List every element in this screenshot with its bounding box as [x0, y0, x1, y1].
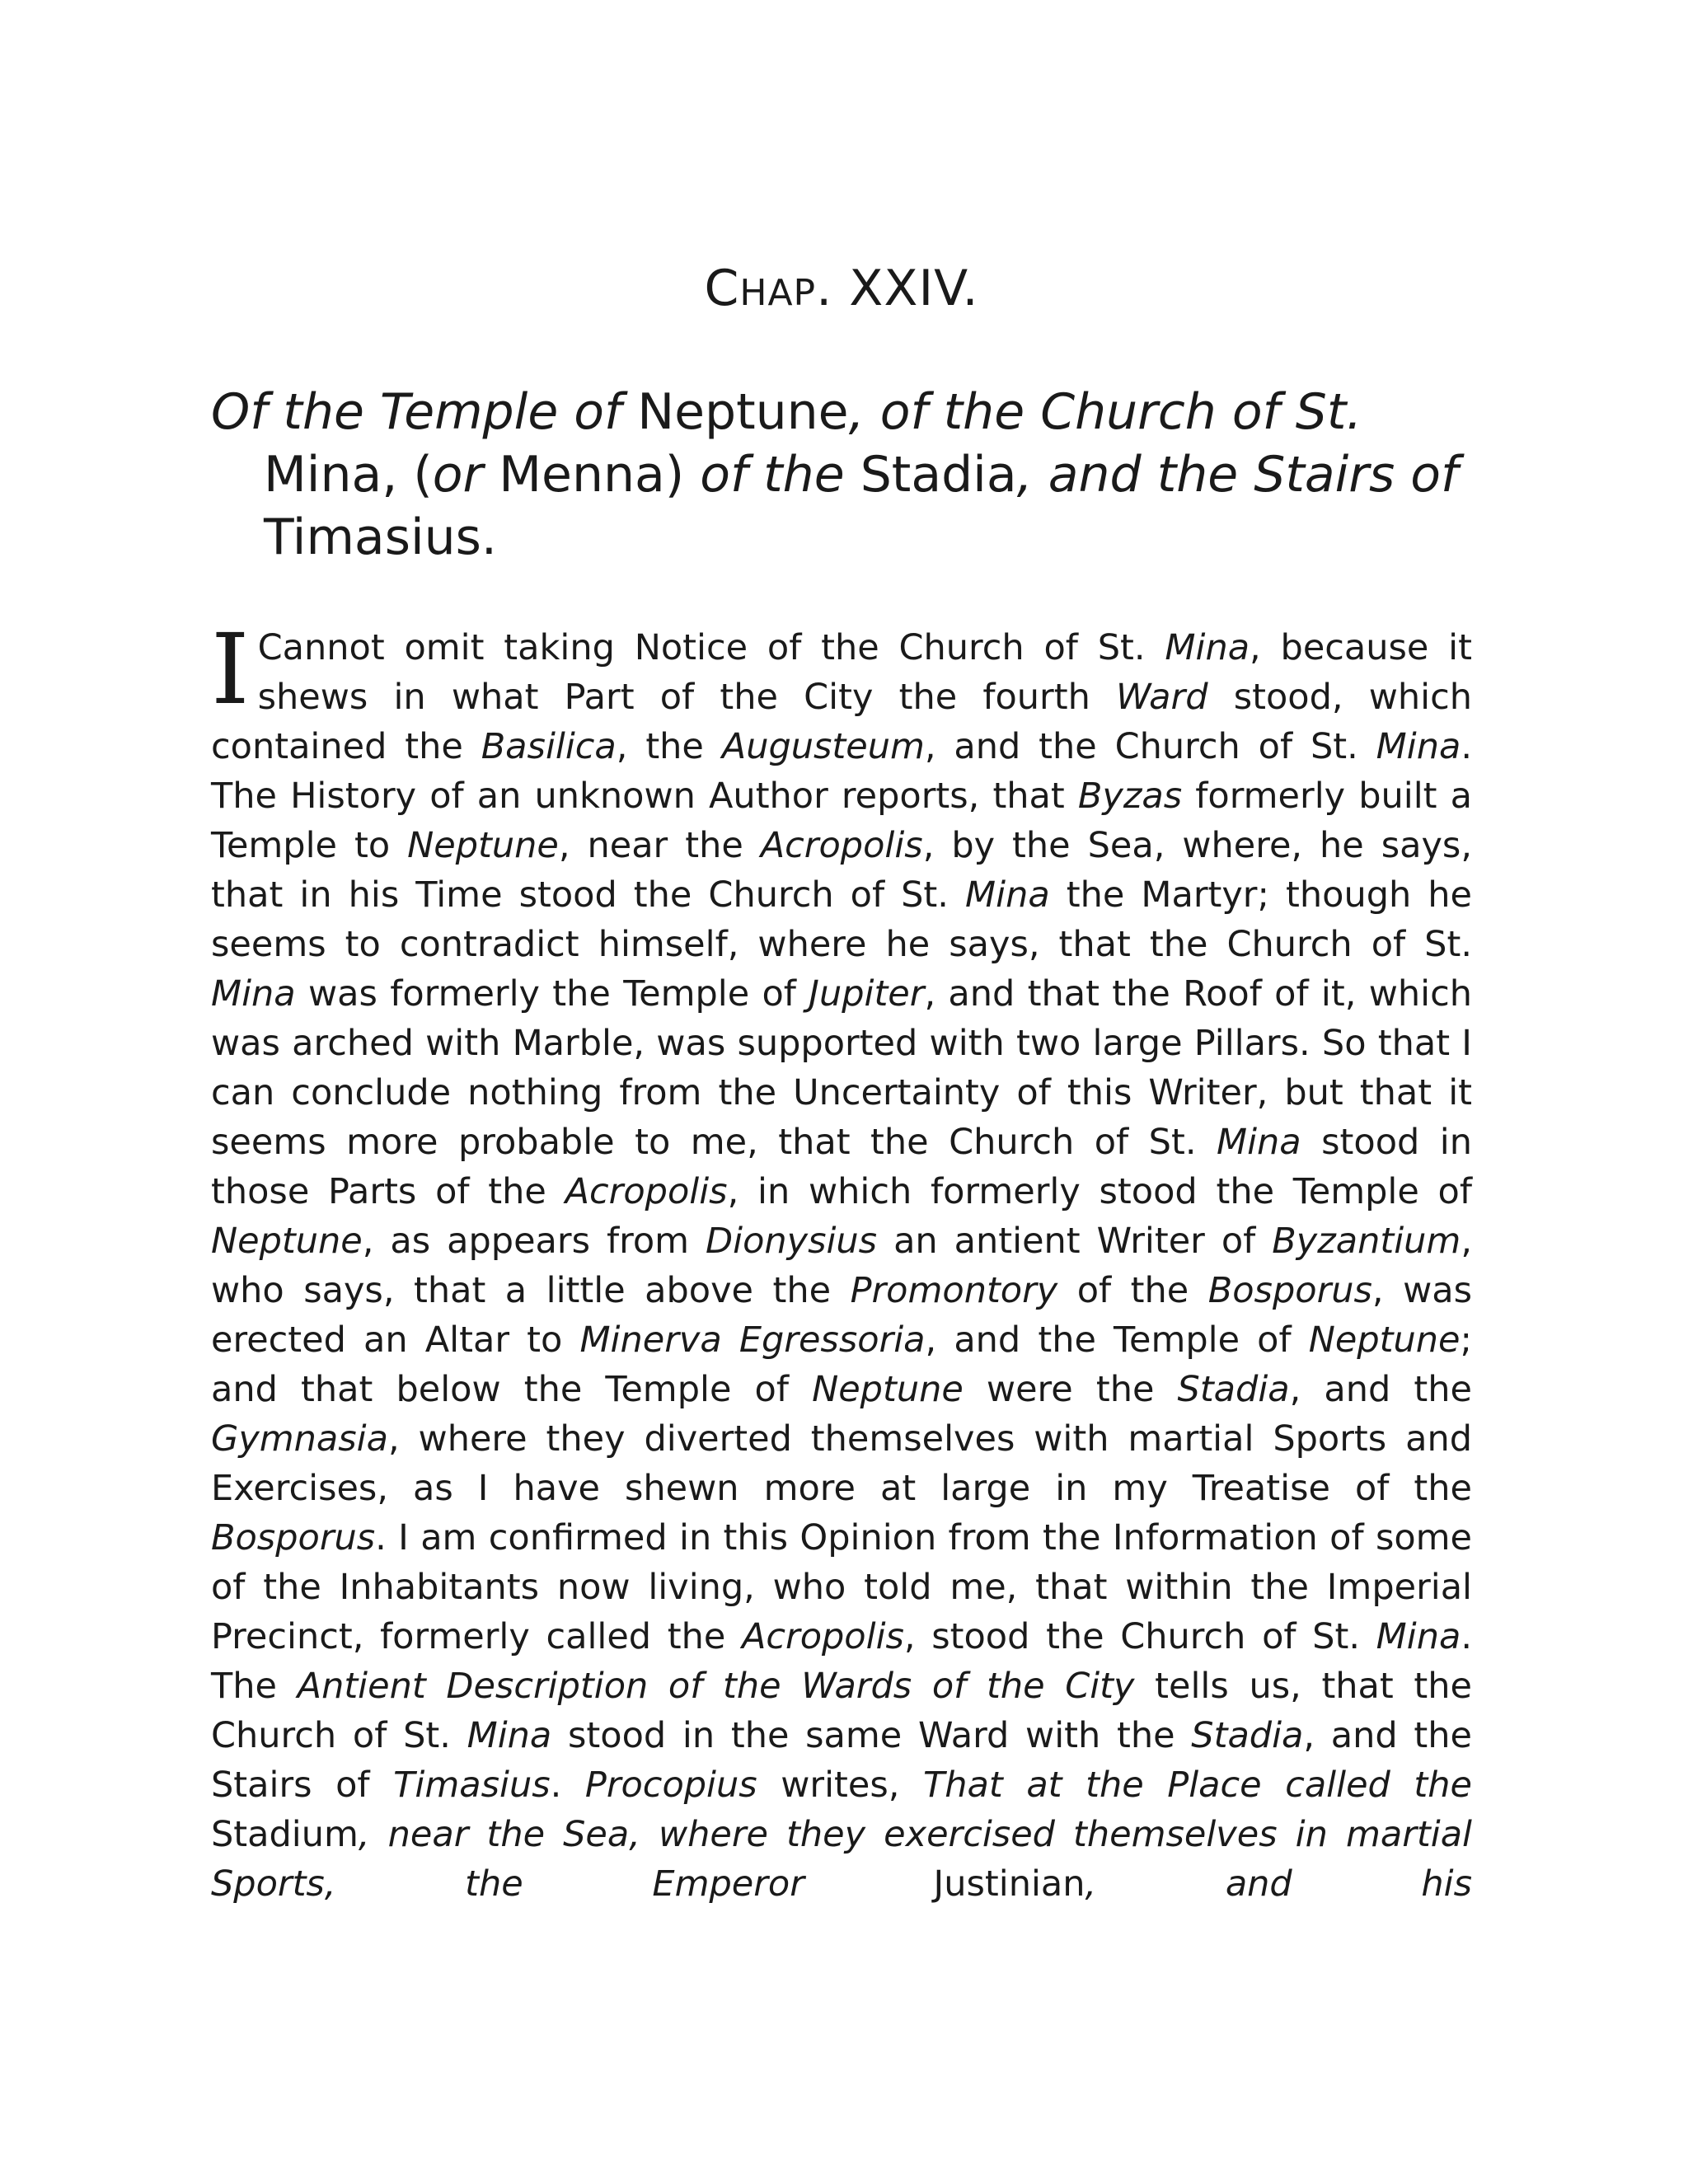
text-run-italic: Stadia — [1177, 1369, 1290, 1410]
title-part: , of the Church of St. — [848, 383, 1362, 441]
text-run-italic: Neptune — [211, 1221, 363, 1262]
text-run: writes, — [757, 1765, 924, 1806]
chapter-heading — [211, 259, 1472, 323]
title-part: Menna) — [483, 446, 701, 504]
chapter-title — [211, 381, 1472, 569]
text-run-italic: Dionysius — [706, 1221, 878, 1262]
text-run: , near the — [558, 825, 761, 866]
text-run-italic: Acropolis — [565, 1171, 728, 1212]
text-run-italic: Mina — [211, 973, 296, 1015]
title-part: of the — [700, 446, 860, 504]
text-run-italic: Neptune — [812, 1369, 964, 1410]
text-run: , where they diverted themselves with martial Sports and Exercises, as I have shewn more at large in my Treatise of the — [211, 1418, 1472, 1509]
text-run: , stood the Church of St. — [903, 1616, 1376, 1657]
text-run: stood in those Parts of the — [211, 1122, 1472, 1212]
text-run-italic: That at the Place called the — [923, 1765, 1472, 1806]
title-part: Neptune — [637, 383, 849, 441]
text-run: stood in the same Ward with the — [551, 1715, 1192, 1756]
text-run: Stadium — [211, 1814, 359, 1855]
text-run: . The History of an unknown Author reports, that — [211, 726, 1472, 817]
text-run-italic: Mina — [1165, 627, 1250, 668]
paragraph — [211, 612, 1473, 1909]
text-run-italic: Procopius — [584, 1765, 757, 1806]
drop-cap: I — [211, 612, 250, 726]
title-part: Mina — [264, 446, 382, 504]
text-run: the Martyr; though he seems to contradict himself, where he says, that the Church of St. — [211, 874, 1473, 965]
text-run-italic: Antient Description of the Wards of the City — [297, 1666, 1135, 1707]
title-part: , and the Stairs of — [1016, 446, 1459, 504]
text-run: , and that the Roof of it, which was arched with Marble, was supported with two large Pillars. So that I can conclude nothing from the Uncertainty of this Writer, but that it seems more probable to me, that the Church of St. — [211, 973, 1472, 1163]
title-part: Timasius — [264, 509, 481, 566]
text-run-italic: Promontory — [850, 1270, 1058, 1311]
text-run-italic: Bosporus — [211, 1517, 376, 1558]
title-part: Of the Temple of — [211, 383, 638, 441]
text-run: , who says, that a little above the — [211, 1221, 1472, 1311]
text-run-italic: Jupiter — [809, 973, 925, 1015]
text-run: , in which formerly stood the Temple of — [727, 1171, 1472, 1212]
text-run: tells us, that the Church of St. — [211, 1666, 1473, 1756]
text-run-italic: Byzas — [1077, 776, 1183, 817]
text-run-italic: Acropolis — [760, 825, 923, 866]
text-run: stood, which contained the — [211, 677, 1472, 767]
body-text — [211, 612, 1473, 1909]
text-run: Justinian — [933, 1863, 1085, 1905]
text-run: were the — [963, 1369, 1178, 1410]
text-run: , by the Sea, where, he says, that in his Time stood the Church of St. — [211, 825, 1472, 916]
title-part: . — [481, 509, 497, 566]
chapter-small-caps: HAP — [739, 272, 817, 314]
text-run-italic: Neptune — [1308, 1319, 1461, 1361]
text-run-italic: Byzantium — [1272, 1221, 1461, 1262]
text-run: . — [550, 1765, 585, 1806]
text-run-italic: Mina — [1217, 1122, 1301, 1163]
text-run-italic: Stadia — [1191, 1715, 1304, 1756]
text-run-italic: Mina — [965, 874, 1050, 916]
text-run: of the — [1057, 1270, 1208, 1311]
text-run-italic: Mina — [1376, 726, 1461, 767]
text-run-italic: Mina — [467, 1715, 552, 1756]
text-run: was formerly the Temple of — [295, 973, 809, 1015]
chapter-first-letter: C — [704, 260, 740, 317]
text-run: Cannot omit taking Notice of the Church of St. — [257, 627, 1165, 668]
text-run-italic: Acropolis — [741, 1616, 904, 1657]
text-run: , the — [616, 726, 722, 767]
text-run-italic: Minerva Egressoria — [579, 1319, 926, 1361]
text-run-italic: Timasius — [393, 1765, 551, 1806]
text-run: , was erected an Altar to — [211, 1270, 1472, 1361]
text-run: , and the Church of St. — [924, 726, 1376, 767]
text-run: , because it shews in what Part of the City the fourth — [257, 627, 1472, 718]
text-run-italic: Mina — [1376, 1616, 1461, 1657]
chapter-number: . XXIV. — [816, 260, 979, 317]
text-run: , and the Stairs of — [211, 1715, 1473, 1806]
title-part: Stadia — [860, 446, 1017, 504]
text-run: formerly built a Temple to — [211, 776, 1472, 866]
text-run: , and the — [1289, 1369, 1472, 1410]
text-run-italic: , and his — [1085, 1863, 1472, 1905]
text-run-italic: , near the Sea, where they exercised themselves in martial Sports, the Emperor — [211, 1814, 1472, 1905]
text-run: , as appears from — [362, 1221, 706, 1262]
text-run: ; and that below the Temple of — [211, 1319, 1473, 1410]
text-run: . I am confirmed in this Opinion from the Information of some of the Inhabitants now living, who told me, that within the Imperial Precinct, formerly called the — [211, 1517, 1472, 1657]
text-run-italic: Augusteum — [721, 726, 925, 767]
title-part: or — [432, 446, 484, 504]
text-run-italic: Gymnasia — [211, 1418, 388, 1460]
text-run: , and the Temple of — [925, 1319, 1309, 1361]
text-run: . The — [211, 1616, 1472, 1707]
title-part: , ( — [382, 446, 433, 504]
text-run-italic: Neptune — [407, 825, 559, 866]
text-run-italic: Basilica — [481, 726, 617, 767]
text-run: an antient Writer of — [877, 1221, 1273, 1262]
text-run-italic: Bosporus — [1207, 1270, 1372, 1311]
text-run-italic: Ward — [1116, 677, 1208, 718]
